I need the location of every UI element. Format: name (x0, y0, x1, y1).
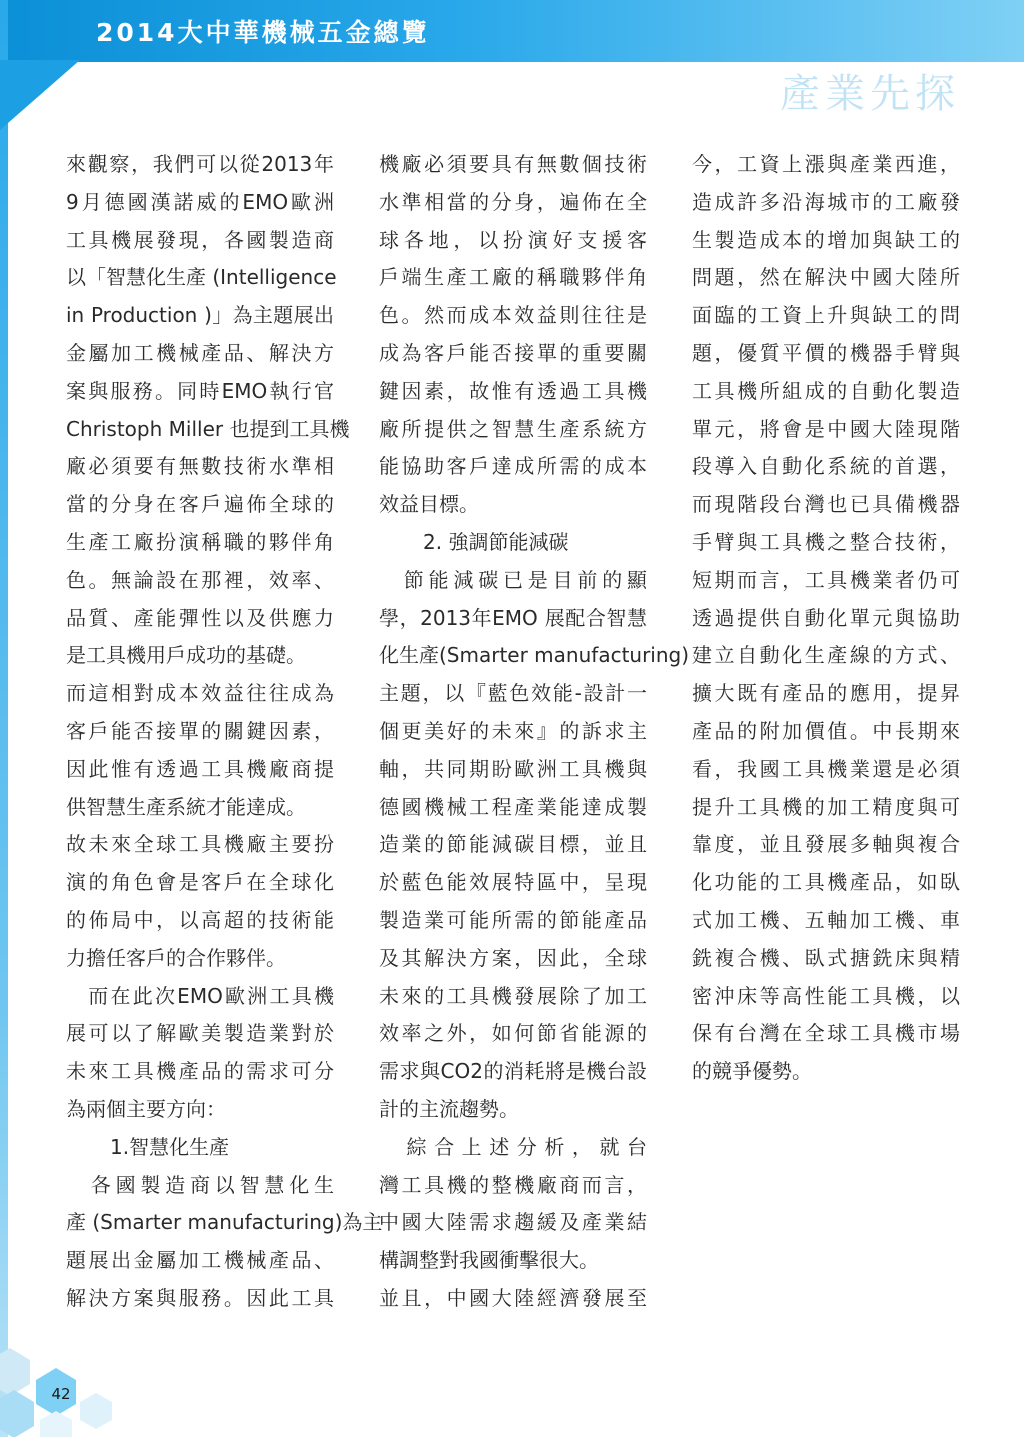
section-title: 產業先探 (780, 71, 960, 117)
text-line: 品質、產能彈性以及供應力 (66, 605, 334, 630)
text-line: 計的主流趨勢。 (379, 1096, 519, 1121)
text-line: 以「智慧化生產 (Intelligence (66, 265, 337, 290)
text-line: 水準相當的分身，遍佈在全 (379, 189, 647, 214)
text-line: 工具機展發現，各國製造商 (66, 227, 334, 252)
text-line: 擴大既有產品的應用，提昇 (692, 681, 960, 706)
text-line: 工具機所組成的自動化製造 (692, 378, 960, 403)
text-line: 化功能的工具機產品，如臥 (692, 870, 960, 895)
text-line: 個更美好的未來』的訴求主 (379, 718, 647, 743)
text-line: 效益目標。 (379, 492, 479, 517)
text-line: 綜合上述分析，就台 (379, 1134, 647, 1159)
text-column-2 (379, 146, 690, 1318)
text-line: 提升工具機的加工精度與可 (692, 794, 960, 819)
text-line: 9月德國漢諾威的EMO歐洲 (66, 189, 334, 214)
text-line: 色。然而成本效益則往往是 (379, 303, 647, 328)
text-line: 為兩個主要方向： (66, 1096, 226, 1121)
text-line: 構調整對我國衝擊很大。 (379, 1248, 599, 1273)
text-line: 銑複合機、臥式搪銑床與精 (692, 945, 960, 970)
text-line: 金屬加工機械產品、解決方 (66, 340, 334, 365)
text-column-3 (692, 146, 960, 1091)
text-column-1 (66, 146, 383, 1318)
text-line: 故未來全球工具機廠主要扮 (66, 832, 334, 857)
text-line: 鍵因素，故惟有透過工具機 (379, 378, 647, 403)
text-line: 成為客戶能否接單的重要關 (379, 340, 647, 365)
text-line: 戶端生產工廠的稱職夥伴角 (379, 265, 647, 290)
text-line: 及其解決方案，因此，全球 (379, 945, 647, 970)
text-line: 而這相對成本效益往往成為 (66, 681, 334, 706)
text-line: 式加工機、五軸加工機、車 (692, 907, 960, 932)
text-line: 未來的工具機發展除了加工 (379, 983, 647, 1008)
text-line: 題展出金屬加工機械產品、 (66, 1248, 334, 1273)
text-line: 能協助客戶達成所需的成本 (379, 454, 647, 479)
text-line: 軸，共同期盼歐洲工具機與 (379, 756, 647, 781)
text-line: 節能減碳已是目前的顯 (379, 567, 647, 592)
text-line: 機廠必須要具有無數個技術 (379, 152, 647, 176)
text-line: 中國大陸需求趨緩及產業結 (379, 1210, 647, 1235)
text-line: 密沖床等高性能工具機，以 (692, 983, 960, 1008)
text-line: 面臨的工資上升與缺工的問 (692, 303, 960, 328)
text-line: 當的分身在客戶遍佈全球的 (66, 492, 334, 517)
text-line: 2. 強調節能減碳 (423, 529, 569, 554)
text-line: 球各地，以扮演好支援客 (379, 227, 647, 252)
text-line: 單元，將會是中國大陸現階 (692, 416, 960, 441)
text-line: 需求與CO2的消耗將是機台設 (379, 1059, 647, 1084)
text-line: 主題，以『藍色效能-設計一 (379, 681, 647, 706)
text-line: 而在此次EMO歐洲工具機 (66, 983, 334, 1008)
text-line: 各國製造商以智慧化生 (66, 1172, 334, 1197)
left-side-band (0, 0, 8, 1437)
text-line: 來觀察，我們可以從2013年 (66, 152, 334, 176)
text-line: 的競爭優勢。 (692, 1059, 812, 1084)
text-line: 造業的節能減碳目標，並且 (379, 832, 647, 857)
text-line: 德國機械工程產業能達成製 (379, 794, 647, 819)
text-line: 保有台灣在全球工具機市場 (692, 1021, 960, 1046)
text-line: 今，工資上漲與產業西進， (692, 152, 960, 176)
text-line: 靠度，並且發展多軸與複合 (692, 832, 960, 857)
text-line: 客戶能否接單的關鍵因素， (66, 718, 334, 743)
text-line: 未來工具機產品的需求可分 (66, 1059, 334, 1084)
text-line: 透過提供自動化單元與協助 (692, 605, 960, 630)
text-line: in Production )」為主題展出 (66, 303, 334, 328)
text-line: 廠必須要有無數技術水準相 (66, 454, 334, 479)
text-line: 演的角色會是客戶在全球化 (66, 870, 334, 895)
text-line: 1.智慧化生產 (110, 1134, 230, 1159)
text-line: 展可以了解歐美製造業對於 (66, 1021, 334, 1046)
text-line: 題，優質平價的機器手臂與 (692, 340, 960, 365)
page-number: 42 (51, 1385, 71, 1403)
text-line: 建立自動化生產線的方式、 (692, 643, 960, 668)
text-line: 的佈局中，以高超的技術能 (66, 907, 334, 932)
text-line: 灣工具機的整機廠商而言， (379, 1172, 647, 1197)
text-line: 生產工廠扮演稱職的夥伴角 (66, 529, 334, 554)
text-line: 產 (Smarter manufacturing)為主 (66, 1210, 383, 1235)
text-line: 效率之外，如何節省能源的 (379, 1021, 647, 1046)
text-line: 手臂與工具機之整合技術， (692, 529, 960, 554)
text-line: 造成許多沿海城市的工廠發 (692, 189, 960, 214)
text-line: 短期而言，工具機業者仍可 (692, 567, 960, 592)
text-line: 看，我國工具機業還是必須 (692, 756, 960, 781)
text-line: 色。無論設在那裡，效率、 (66, 567, 334, 592)
text-line: 案與服務。同時EMO執行官 (66, 378, 334, 403)
publication-title: 2014大中華機械五金總覽 (96, 18, 430, 47)
text-line: 並且，中國大陸經濟發展至 (379, 1285, 647, 1310)
text-line: 產品的附加價值。中長期來 (692, 718, 960, 743)
text-line: 廠所提供之智慧生產系統方 (379, 416, 647, 441)
text-line: Christoph Miller 也提到工具機 (66, 416, 350, 441)
text-line: 力擔任客戶的合作夥伴。 (66, 945, 286, 970)
text-line: 是工具機用戶成功的基礎。 (66, 643, 306, 668)
text-line: 而現階段台灣也已具備機器 (692, 492, 960, 517)
text-line: 學，2013年EMO 展配合智慧 (379, 605, 647, 630)
text-line: 因此惟有透過工具機廠商提 (66, 756, 334, 781)
text-line: 生製造成本的增加與缺工的 (692, 227, 960, 252)
text-line: 段導入自動化系統的首選， (692, 454, 960, 479)
text-line: 解決方案與服務。因此工具 (66, 1285, 334, 1310)
text-line: 製造業可能所需的節能產品 (379, 907, 647, 932)
text-line: 化生產(Smarter manufacturing) (379, 643, 690, 668)
text-line: 供智慧生產系統才能達成。 (66, 794, 306, 819)
banner-corner-decoration (0, 60, 80, 130)
text-line: 問題，然在解決中國大陸所 (692, 265, 960, 290)
text-line: 於藍色能效展特區中，呈現 (379, 870, 647, 895)
